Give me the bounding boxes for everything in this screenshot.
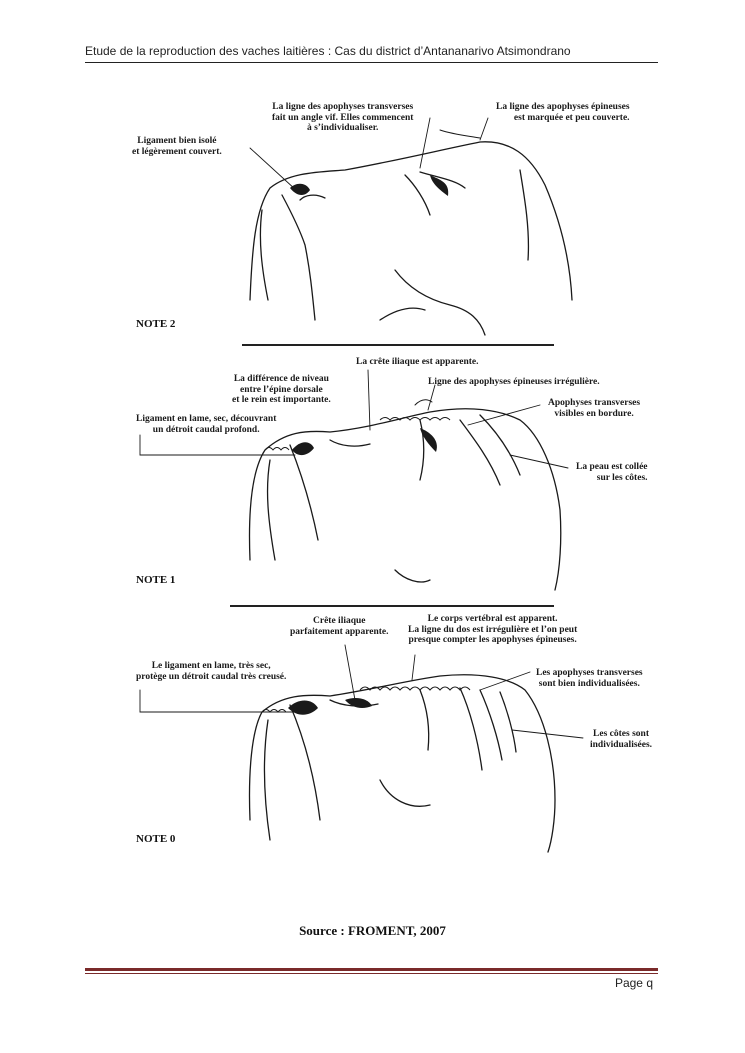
separator-1	[242, 344, 554, 346]
page-header: Etude de la reproduction des vaches laitières : Cas du district d’Antananarivo Atsimondrano	[85, 44, 571, 58]
note2-drawing	[250, 118, 572, 335]
note1-label-epineuses: Ligne des apophyses épineuses irrégulière.	[428, 377, 600, 387]
footer-rule-thin	[85, 973, 658, 974]
note1-label-peau: La peau est collée sur les côtes.	[576, 462, 648, 483]
separator-2	[230, 605, 554, 607]
note0-label-corps: Le corps vertébral est apparent. La ligne du dos est irrégulière et l’on peut presque compter les apophyses épineuses.	[408, 614, 578, 645]
note0-label-transverses: Les apophyses transverses sont bien individualisées.	[536, 668, 643, 689]
note2-label-ligament: Ligament bien isolé et légèrement couvert.	[132, 136, 222, 157]
note1-drawing	[140, 370, 568, 590]
page-number: Page q	[614, 976, 653, 990]
note1-label-ligament: Ligament en lame, sec, découvrant un détroit caudal profond.	[136, 414, 277, 435]
note1-label-crete: La crête iliaque est apparente.	[356, 357, 479, 367]
note2-label-epineuses: La ligne des apophyses épineuses est marquée et peu couverte.	[496, 102, 630, 123]
note2-label-transverses: La ligne des apophyses transverses fait un angle vif. Elles commencent à s’individualiser.	[272, 102, 414, 133]
note2-title: NOTE 2	[136, 318, 176, 330]
figure-source: Source : FROMENT, 2007	[299, 923, 446, 938]
note1-title: NOTE 1	[136, 574, 176, 586]
note1-label-difference: La différence de niveau entre l’épine dorsale et le rein est importante.	[232, 374, 331, 405]
note1-label-transverses: Apophyses transverses visibles en bordure.	[548, 398, 641, 419]
note0-label-crete: Crête iliaque parfaitement apparente.	[290, 616, 389, 637]
footer-rule-thick	[85, 968, 658, 971]
note0-label-cotes: Les côtes sont individualisées.	[590, 729, 653, 750]
note0-title: NOTE 0	[136, 833, 176, 845]
note0-label-ligament: Le ligament en lame, très sec, protège un détroit caudal très creusé.	[136, 661, 287, 682]
